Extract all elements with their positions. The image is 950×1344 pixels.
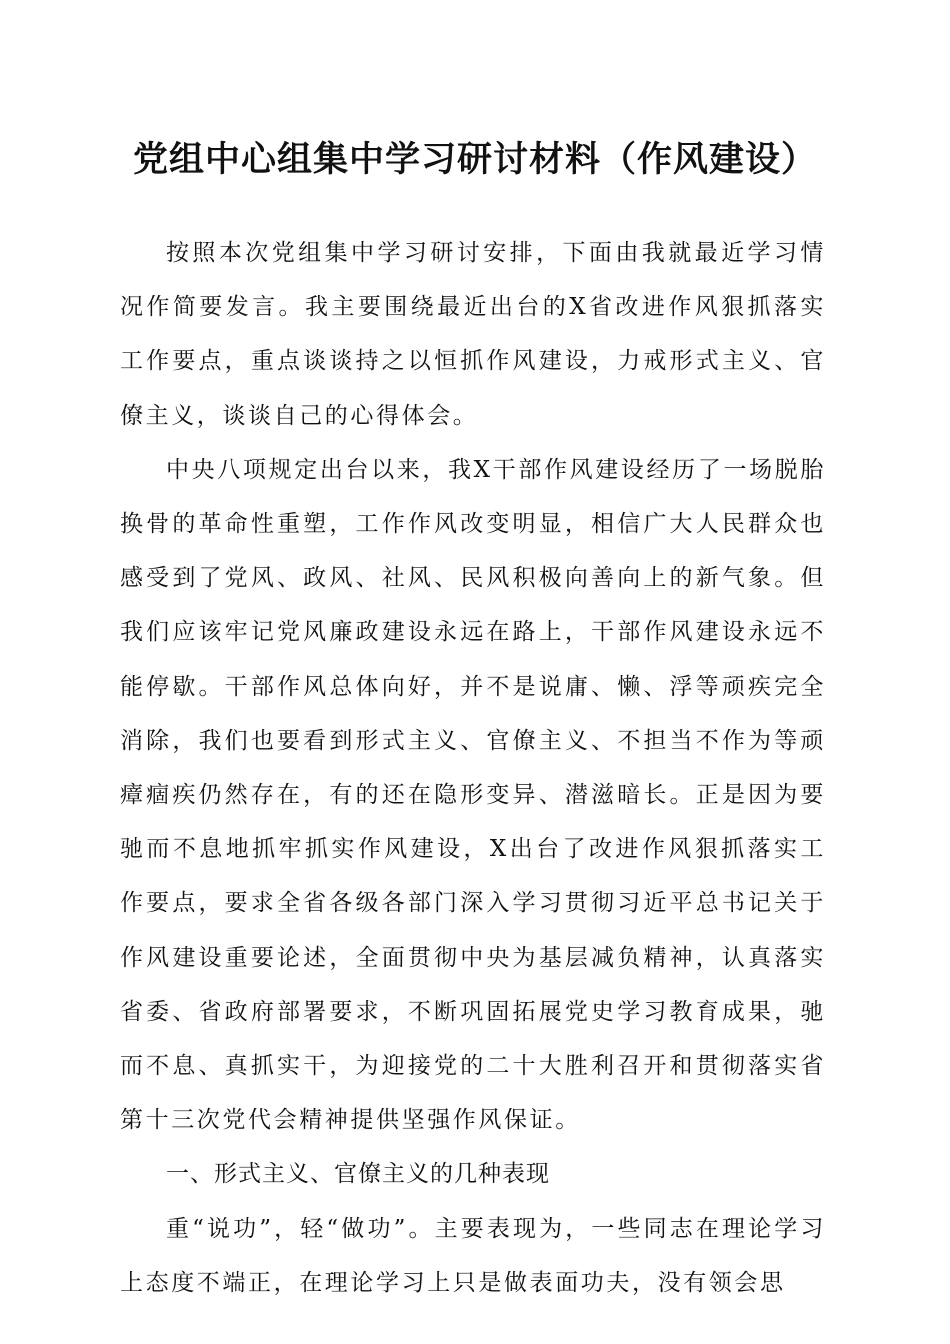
document-body [120,226,826,1310]
background-paragraph: 中央八项规定出台以来，我X干部作风建设经历了一场脱胎换骨的革命性重塑，工作作风改变明显，相信广大人民群众也感受到了党风、政风、社风、民风积极向善向上的新气象。但我们应该牢记党风廉政建设永远在路上，干部作风建设永远不能停歇。干部作风总体向好，并不是说庸、懒、浮等顽疾完全消除，我们也要看到形式主义、官僚主义、不担当不作为等顽瘴痼疾仍然存在，有的还在隐形变异、潜滋暗长。正是因为要驰而不息地抓牢抓实作风建设，X出台了改进作风狠抓落实工作要点，要求全省各级各部门深入学习贯彻习近平总书记关于作风建设重要论述，全面贯彻中央为基层减负精神，认真落实省委、省政府部署要求，不断巩固拓展党史学习教育成果，驰而不息、真抓实干，为迎接党的二十大胜利召开和贯彻落实省第十三次党代会精神提供坚强作风保证。 [120,456,826,1134]
section-paragraph: 重“说功”，轻“做功”。主要表现为，一些同志在理论学习上态度不端正，在理论学习上只是做表面功夫，没有领会思 [120,1215,826,1296]
document-title: 党组中心组集中学习研讨材料（作风建设） [132,139,817,180]
section-heading: 一、形式主义、官僚主义的几种表现 [166,1161,550,1188]
intro-paragraph: 按照本次党组集中学习研讨安排，下面由我就最近学习情况作简要发言。我主要围绕最近出台的X省改进作风狠抓落实工作要点，重点谈谈持之以恒抓作风建设，力戒形式主义、官僚主义，谈谈自己的心得体会。 [120,240,826,429]
